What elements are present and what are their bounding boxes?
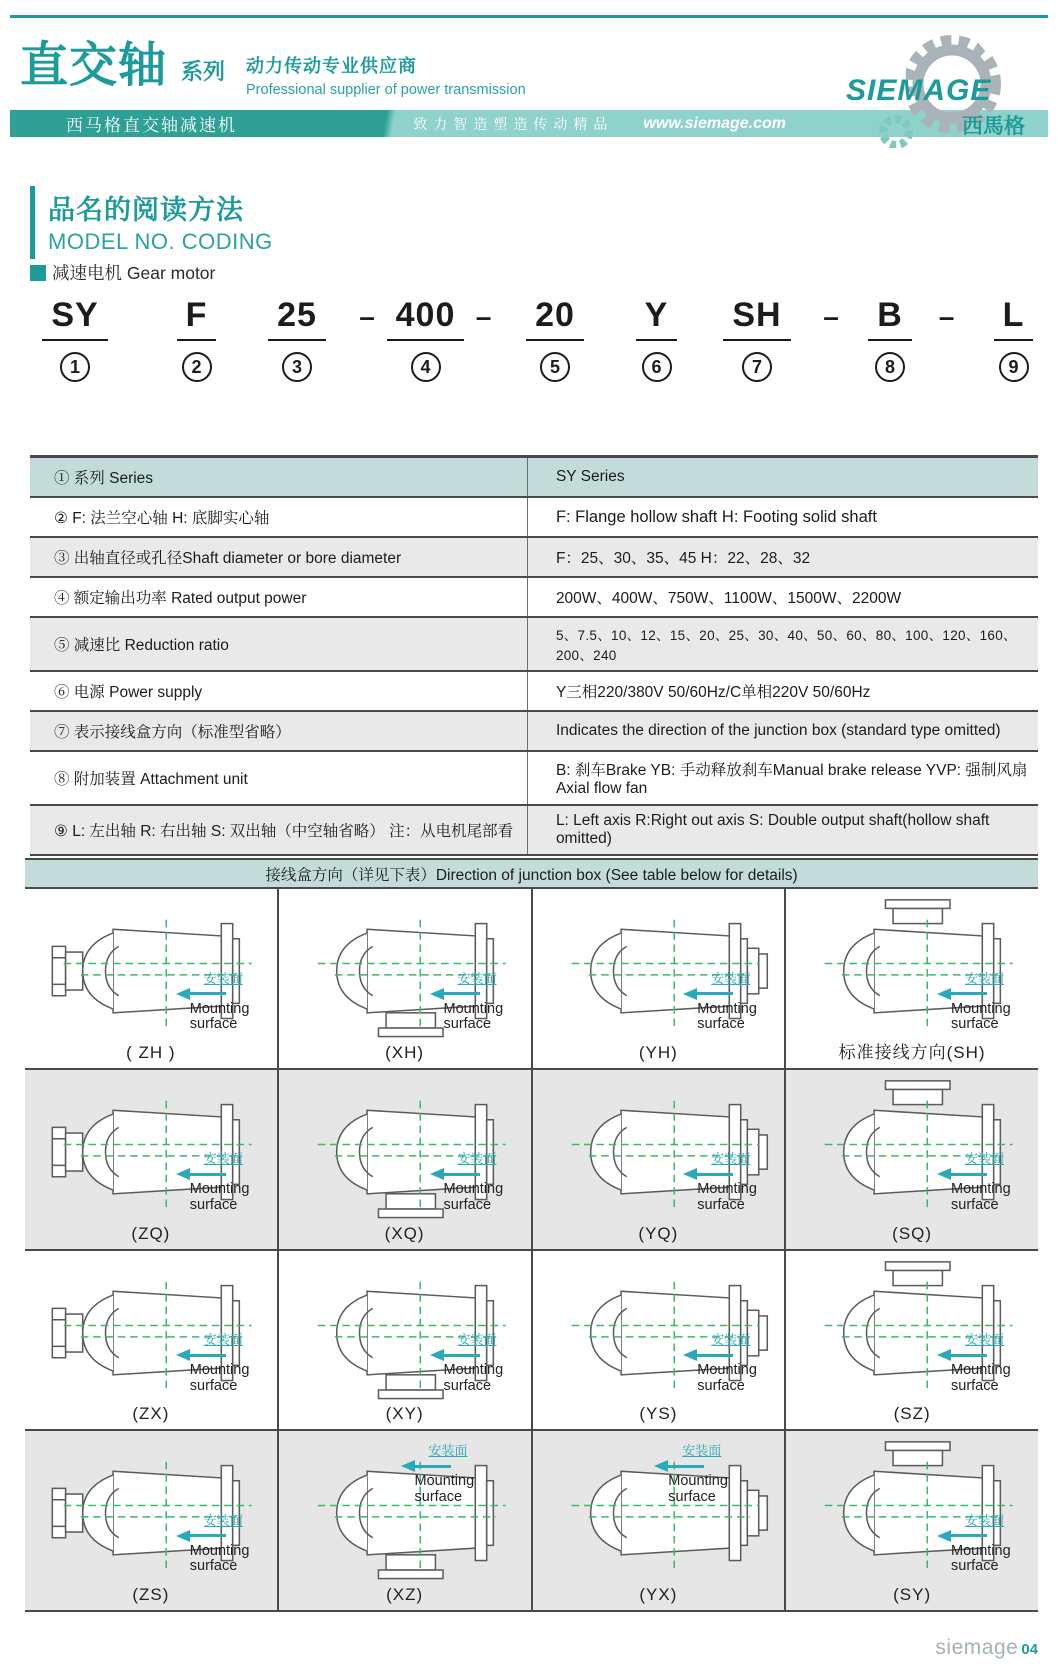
junction-cell-yq bbox=[533, 1070, 787, 1249]
mounting-surface-tag bbox=[695, 1148, 781, 1213]
mount-arrow-icon bbox=[937, 1168, 1035, 1180]
bullet-square-icon bbox=[30, 265, 46, 281]
mount-label-en: Mounting surface bbox=[951, 1542, 1011, 1575]
junction-cell-label: (SY) bbox=[893, 1585, 932, 1604]
mount-arrow-icon bbox=[937, 1349, 1035, 1361]
junction-cell-label: (ZQ) bbox=[131, 1223, 171, 1243]
tagline-cn: 动力传动专业供应商 bbox=[246, 56, 417, 76]
dash: – bbox=[359, 301, 375, 332]
table-row bbox=[30, 498, 1038, 538]
mount-label-cn: 安装面 bbox=[965, 1151, 1005, 1167]
code-segment bbox=[387, 297, 465, 382]
junction-row bbox=[25, 1431, 1038, 1610]
mounting-surface-tag bbox=[949, 1510, 1035, 1575]
mount-label-cn: 安装面 bbox=[457, 970, 497, 986]
junction-cell-label: (YH) bbox=[638, 1042, 678, 1062]
table-row bbox=[30, 806, 1038, 856]
table-row bbox=[30, 712, 1038, 752]
table-cell-right: L: Left axis R:Right out axis S: Double output shaft(hollow shaft omitted) bbox=[555, 812, 990, 847]
mount-arrow-icon bbox=[430, 1349, 528, 1361]
mounting-surface-tag bbox=[949, 1329, 1035, 1394]
code-index: 3 bbox=[282, 352, 312, 382]
junction-cell-label: ( ZH ) bbox=[126, 1042, 176, 1062]
table-cell-left: ⑤ 减速比 Reduction ratio bbox=[30, 618, 528, 670]
mounting-surface-tag bbox=[188, 1510, 274, 1575]
code-index: 2 bbox=[182, 352, 212, 382]
mount-label-en: Mounting surface bbox=[189, 1362, 250, 1394]
code-index: 4 bbox=[411, 352, 441, 382]
junction-cell-label: (XH) bbox=[385, 1042, 425, 1062]
mount-arrow-icon bbox=[937, 1530, 1035, 1542]
mount-label-cn: 安装面 bbox=[682, 1443, 722, 1459]
code-value: SY bbox=[42, 297, 107, 341]
junction-cell-ys bbox=[533, 1251, 787, 1430]
junction-cell-sq bbox=[786, 1070, 1038, 1249]
mount-label-en: Mounting surface bbox=[189, 1542, 250, 1575]
banner-url[interactable]: www.siemage.com bbox=[643, 114, 786, 132]
code-segment bbox=[526, 297, 584, 382]
mount-label-cn: 安装面 bbox=[711, 1151, 751, 1167]
table-cell-right: F: Flange hollow shaft H: Footing solid shaft bbox=[555, 507, 877, 526]
code-segment bbox=[994, 297, 1034, 382]
mount-label-en: Mounting surface bbox=[951, 1181, 1011, 1213]
table-cell-right: Indicates the direction of the junction box (standard type omitted) bbox=[555, 722, 1001, 739]
mounting-surface-tag bbox=[666, 1440, 752, 1505]
junction-cell-label: (XQ) bbox=[384, 1223, 425, 1243]
mount-label-en: Mounting surface bbox=[443, 1362, 504, 1394]
code-value: 25 bbox=[268, 297, 326, 341]
table-cell-left: ⑨ L: 左出轴 R: 右出轴 S: 双出轴（中空轴省略） 注：从电机尾部看 bbox=[30, 806, 528, 854]
mount-arrow-icon bbox=[176, 1168, 274, 1180]
mount-label-cn: 安装面 bbox=[711, 970, 751, 986]
mounting-surface-tag bbox=[695, 1329, 781, 1394]
junction-cell-sh bbox=[786, 889, 1038, 1068]
table-cell-right: 200W、400W、750W、1100W、1500W、2200W bbox=[555, 590, 902, 607]
mount-label-cn: 安装面 bbox=[457, 1151, 497, 1167]
mounting-surface-tag bbox=[413, 1440, 499, 1505]
table-cell-right: 5、7.5、10、12、15、20、25、30、40、50、60、80、100、120、160、200、240 bbox=[555, 628, 1017, 663]
junction-cell-label: (XY) bbox=[385, 1404, 424, 1424]
mount-arrow-icon bbox=[683, 1168, 781, 1180]
table-cell-left: ⑦ 表示接线盒方向（标准型省略） bbox=[30, 712, 528, 750]
mounting-surface-tag bbox=[188, 1329, 274, 1394]
code-index: 6 bbox=[642, 352, 672, 382]
logo-wordmark: SIEMAGE bbox=[846, 74, 992, 107]
code-dash bbox=[939, 297, 955, 333]
dash: – bbox=[823, 301, 839, 332]
top-rule bbox=[10, 15, 1048, 18]
code-dash bbox=[359, 297, 375, 333]
section-title-cn: 品名的阅读方法 bbox=[48, 195, 244, 225]
mount-label-en: Mounting surface bbox=[697, 1362, 757, 1394]
mount-label-cn: 安装面 bbox=[965, 1512, 1005, 1528]
table-row bbox=[30, 752, 1038, 806]
mounting-surface-tag bbox=[695, 968, 781, 1033]
brand-block bbox=[20, 39, 226, 92]
mount-label-cn: 安装面 bbox=[203, 1332, 243, 1348]
junction-cell-label: (ZX) bbox=[132, 1404, 170, 1424]
code-value: 20 bbox=[526, 297, 584, 341]
code-value: B bbox=[868, 297, 912, 341]
table-cell-right: F：25、30、35、45 H：22、28、32 bbox=[555, 550, 811, 567]
mount-label-en: Mounting surface bbox=[697, 1181, 757, 1213]
mount-label-cn: 安装面 bbox=[203, 970, 243, 986]
mount-label-cn: 安装面 bbox=[428, 1443, 468, 1459]
mount-arrow-icon bbox=[683, 1349, 781, 1361]
code-index: 5 bbox=[540, 352, 570, 382]
junction-cell-yh bbox=[533, 889, 787, 1068]
code-segment bbox=[868, 297, 912, 382]
mount-label-en: Mounting surface bbox=[668, 1473, 728, 1505]
junction-cell-label: (YS) bbox=[639, 1404, 678, 1424]
table-cell-right: B: 刹车Brake YB: 手动释放刹车Manual brake release YVP: 强制风扇 Axial flow fan bbox=[555, 762, 1028, 797]
junction-cell-label: (SQ) bbox=[892, 1223, 933, 1243]
dash: – bbox=[938, 301, 955, 332]
table-cell-right: Y三相220/380V 50/60Hz/C单相220V 50/60Hz bbox=[555, 684, 871, 701]
code-dash bbox=[476, 297, 492, 333]
mount-label-en: Mounting surface bbox=[951, 1362, 1011, 1394]
junction-cell-label: (SZ) bbox=[893, 1404, 931, 1424]
junction-cell-xq bbox=[279, 1070, 533, 1249]
table-cell-left: ④ 额定输出功率 Rated output power bbox=[30, 578, 528, 616]
junction-cell-label: (ZS) bbox=[132, 1585, 170, 1604]
junction-cell-sz bbox=[786, 1251, 1038, 1430]
code-segment bbox=[636, 297, 678, 382]
code-value: Y bbox=[636, 297, 678, 341]
mount-arrow-icon bbox=[683, 988, 781, 1000]
table-cell-left: ② F: 法兰空心轴 H: 底脚实心轴 bbox=[30, 498, 528, 536]
mount-label-en: Mounting surface bbox=[697, 1000, 757, 1032]
code-index: 9 bbox=[999, 352, 1029, 382]
code-value: 400 bbox=[387, 297, 465, 341]
mount-label-en: Mounting surface bbox=[189, 1181, 250, 1213]
code-segment bbox=[268, 297, 326, 382]
junction-row bbox=[25, 889, 1038, 1070]
table-row bbox=[30, 458, 1038, 498]
table-cell-right: SY Series bbox=[555, 468, 625, 485]
junction-cell-label: (XZ) bbox=[386, 1585, 424, 1604]
code-index: 1 bbox=[60, 352, 90, 382]
code-value: L bbox=[994, 297, 1034, 341]
subsection-heading bbox=[30, 260, 215, 285]
table-row bbox=[30, 672, 1038, 712]
mount-label-en: Mounting surface bbox=[951, 1000, 1011, 1032]
junction-cell-zs bbox=[25, 1431, 279, 1610]
mount-label-en: Mounting surface bbox=[443, 1181, 504, 1213]
section-title-en: MODEL NO. CODING bbox=[48, 229, 273, 254]
model-code-row bbox=[12, 297, 1052, 382]
company-logo bbox=[844, 26, 1054, 148]
mounting-surface-tag bbox=[442, 1329, 528, 1394]
table-row bbox=[30, 578, 1038, 618]
banner-product-name: 西马格直交轴减速机 bbox=[66, 116, 237, 135]
mounting-surface-tag bbox=[188, 1148, 274, 1213]
junction-cell-label: (YQ) bbox=[638, 1223, 679, 1243]
junction-section-header: 接线盒方向（详见下表）Direction of junction box (See table below for details) bbox=[25, 858, 1038, 889]
mount-label-en: Mounting surface bbox=[414, 1473, 475, 1505]
junction-row bbox=[25, 1070, 1038, 1251]
code-segment bbox=[42, 297, 107, 382]
subsection-label: 减速电机 Gear motor bbox=[52, 263, 216, 283]
mount-arrow-icon bbox=[430, 1168, 528, 1180]
mount-label-en: Mounting surface bbox=[189, 1000, 250, 1032]
junction-cell-label: 标准接线方向(SH) bbox=[838, 1042, 986, 1062]
mount-label-cn: 安装面 bbox=[965, 970, 1005, 986]
mounting-surface-tag bbox=[442, 968, 528, 1033]
code-segment bbox=[723, 297, 790, 382]
series-title: 直交轴 bbox=[20, 39, 168, 92]
mounting-surface-tag bbox=[442, 1148, 528, 1213]
mount-label-cn: 安装面 bbox=[203, 1512, 243, 1528]
table-cell-left: ⑥ 电源 Power supply bbox=[30, 672, 528, 710]
code-index: 8 bbox=[875, 352, 905, 382]
junction-cell-label: (YX) bbox=[639, 1585, 678, 1604]
junction-cell-xy bbox=[279, 1251, 533, 1430]
table-cell-left: ③ 出轴直径或孔径Shaft diameter or bore diameter bbox=[30, 538, 528, 576]
mount-label-cn: 安装面 bbox=[203, 1151, 243, 1167]
mount-arrow-icon bbox=[176, 988, 274, 1000]
mount-arrow-icon bbox=[654, 1460, 752, 1472]
logo-wordmark-cn: 西馬格 bbox=[962, 114, 1025, 138]
mount-arrow-icon bbox=[937, 988, 1035, 1000]
code-index: 7 bbox=[742, 352, 772, 382]
mount-label-cn: 安装面 bbox=[711, 1332, 751, 1348]
junction-cell-zx bbox=[25, 1251, 279, 1430]
junction-grid bbox=[25, 889, 1038, 1612]
page-footer bbox=[935, 1636, 1038, 1660]
mount-label-en: Mounting surface bbox=[443, 1000, 504, 1032]
table-row bbox=[30, 618, 1038, 672]
mount-arrow-icon bbox=[176, 1349, 274, 1361]
section-title bbox=[30, 186, 273, 259]
series-suffix: 系列 bbox=[181, 59, 226, 84]
mount-label-cn: 安装面 bbox=[457, 1332, 497, 1348]
table-cell-left: ① 系列 Series bbox=[30, 458, 528, 496]
banner-slogan: 致力智造塑造传动精品 bbox=[413, 115, 614, 132]
mounting-surface-tag bbox=[949, 968, 1035, 1033]
table-row bbox=[30, 538, 1038, 578]
junction-cell-sy bbox=[786, 1431, 1038, 1610]
junction-cell-yx bbox=[533, 1431, 787, 1610]
footer-brand: siemage bbox=[935, 1636, 1019, 1659]
spec-table bbox=[30, 455, 1038, 856]
junction-cell-zh bbox=[25, 889, 279, 1068]
mount-label-cn: 安装面 bbox=[965, 1332, 1005, 1348]
table-cell-left: ⑧ 附加装置 Attachment unit bbox=[30, 752, 528, 804]
mounting-surface-tag bbox=[949, 1148, 1035, 1213]
dash: – bbox=[475, 301, 492, 332]
tagline-en: Professional supplier of power transmission bbox=[246, 82, 526, 98]
junction-cell-zq bbox=[25, 1070, 279, 1249]
mount-arrow-icon bbox=[401, 1460, 499, 1472]
mount-arrow-icon bbox=[176, 1530, 274, 1542]
mount-arrow-icon bbox=[430, 988, 528, 1000]
junction-cell-xz bbox=[279, 1431, 533, 1610]
footer-page-number: 04 bbox=[1021, 1641, 1038, 1658]
code-value: F bbox=[177, 297, 217, 341]
tagline bbox=[246, 52, 526, 98]
junction-cell-xh bbox=[279, 889, 533, 1068]
code-dash bbox=[823, 297, 839, 333]
code-value: SH bbox=[723, 297, 790, 341]
mounting-surface-tag bbox=[188, 968, 274, 1033]
junction-row bbox=[25, 1251, 1038, 1432]
code-segment bbox=[177, 297, 217, 382]
